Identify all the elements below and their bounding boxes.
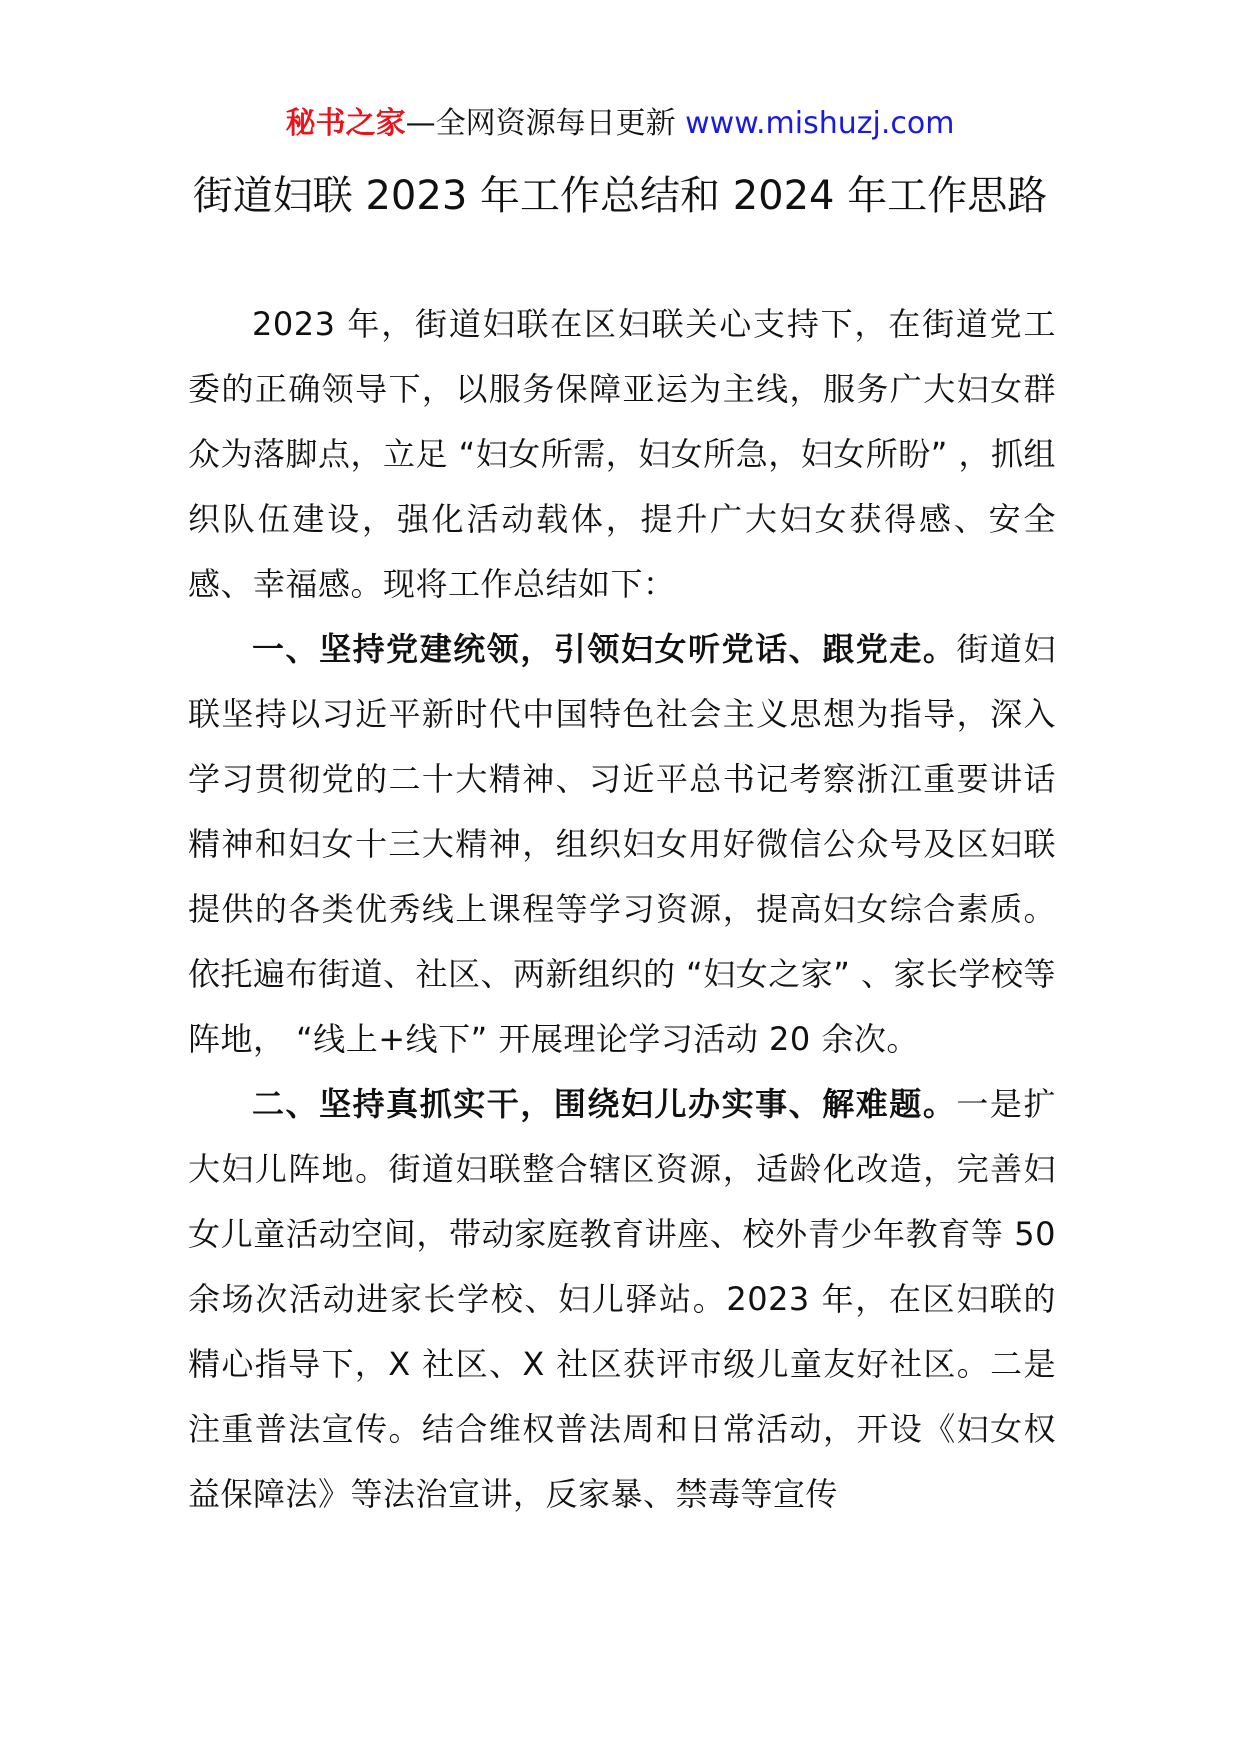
brand-name: 秘书之家 <box>285 106 406 141</box>
paragraph-section-2 <box>188 1072 1056 1513</box>
website-link[interactable]: www.mishuzj.com <box>685 106 955 141</box>
brand-slogan: —全网资源每日更新 <box>405 106 686 141</box>
paragraph-text: 一是扩大妇儿阵地。街道妇联整合辖区资源，适龄化改造，完善妇女儿童活动空间，带动家庭教育讲座、校外青少年教育等 50 余场次活动进家长学校、妇儿驿站。2023 年，在区妇联的精心指导下，X 社区、X 社区获评市级儿童友好社区。二是注重普法宣传。结合维权普法周和日常活动，开设《妇女权益保障法》等法治宣讲，反家暴、禁毒等宣传 <box>188 1085 1056 1513</box>
paragraph-section-1 <box>188 617 1056 1072</box>
paragraph-text: 街道妇联坚持以习近平新时代中国特色社会主义思想为指导，深入学习贯彻党的二十大精神、习近平总书记考察浙江重要讲话精神和妇女十三大精神，组织妇女用好微信公众号及区妇联提供的各类优秀线上课程等学习资源，提高妇女综合素质。依托遍布街道、社区、两新组织的 “妇女之家” 、家长学校等阵地， “线上+线下” 开展理论学习活动 20 余次。 <box>188 630 1057 1058</box>
site-banner <box>0 104 1240 144</box>
paragraph-lead: 二、坚持真抓实干，围绕妇儿办实事、解难题。 <box>252 1085 957 1123</box>
document-body <box>188 292 1057 1513</box>
paragraph-text: 2023 年，街道妇联在区妇联关心支持下，在街道党工委的正确领导下，以服务保障亚运为主线，服务广大妇女群众为落脚点，立足 “妇女所需，妇女所急，妇女所盼” ，抓组织队伍建设，强化活动载体，提升广大妇女获得感、安全感、幸福感。现将工作总结如下： <box>188 305 1057 603</box>
document-title: 街道妇联 2023 年工作总结和 2024 年工作思路 <box>192 173 1048 219</box>
paragraph-lead: 一、坚持党建统领，引领妇女听党话、跟党走。 <box>252 630 957 668</box>
paragraph-intro <box>188 292 1056 617</box>
